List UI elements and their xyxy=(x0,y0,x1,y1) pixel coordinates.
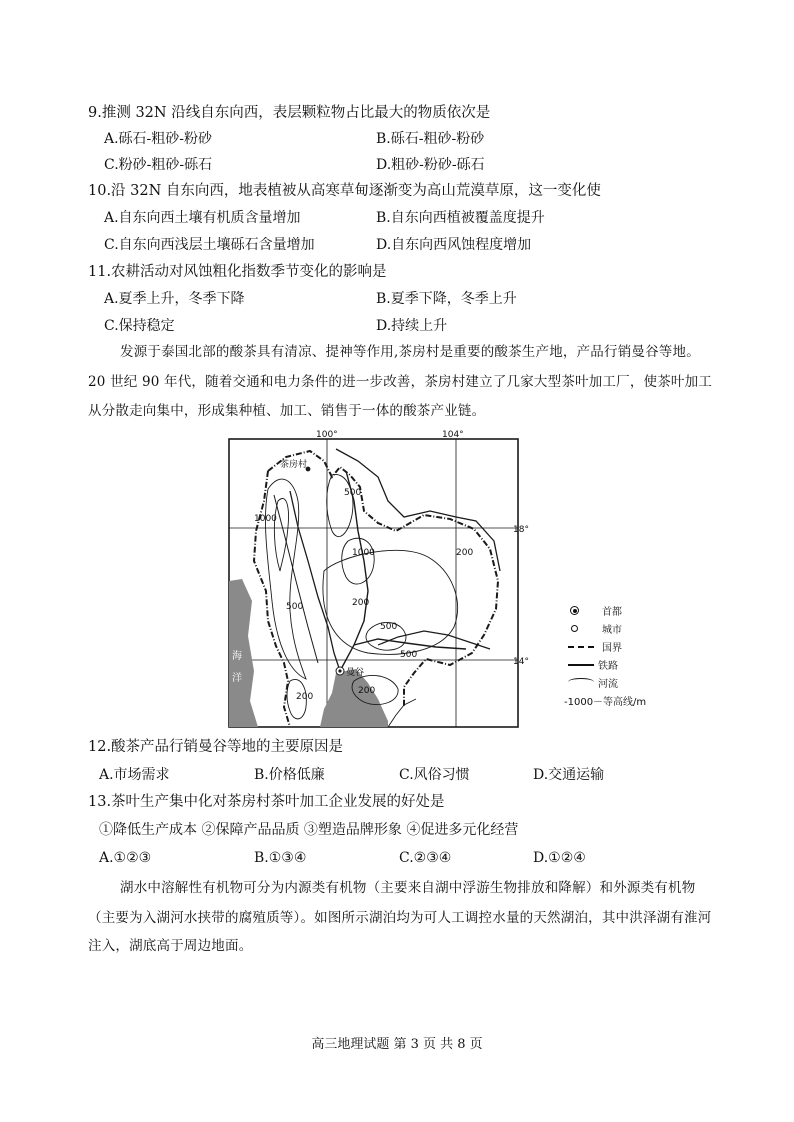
contour-label: 500 xyxy=(380,622,398,632)
passage2-line3: 注入，湖底高于周边地面。 xyxy=(88,938,253,954)
lon-label-100: 100° xyxy=(316,430,338,440)
q10-option-a: A.自东向西土壤有机质含量增加 xyxy=(104,210,301,226)
contour-label: 200 xyxy=(456,548,474,558)
page-footer: 高三地理试题 第 3 页 共 8 页 xyxy=(311,1037,483,1052)
q10-option-b: B.自东向西植被覆盖度提升 xyxy=(376,210,545,226)
q13-option-d: D.①②④ xyxy=(533,850,586,866)
q13-option-b: B.①③④ xyxy=(254,850,307,866)
contour-label: 500 xyxy=(286,602,304,612)
legend-capital-label: 首都 xyxy=(602,607,622,618)
legend-railway-label: 铁路 xyxy=(598,661,618,672)
q9-option-a: A.砾石-粗砂-粉砂 xyxy=(104,131,213,147)
q12-option-d: D.交通运输 xyxy=(533,767,605,783)
map-legend-box xyxy=(564,603,668,711)
legend-river-label: 河流 xyxy=(598,679,618,690)
contour-label: 200 xyxy=(296,692,314,702)
q12-option-a: A.市场需求 xyxy=(99,767,170,783)
legend-border-icon xyxy=(568,646,594,648)
contour-label: 1000 xyxy=(352,548,375,558)
legend-capital-dot xyxy=(573,609,577,613)
q12-option-c: C.风俗习惯 xyxy=(399,767,470,783)
contour-label: 1000 xyxy=(254,514,277,524)
q12-option-b: B.价格低廉 xyxy=(254,767,325,783)
q10-option-c: C.自东向西浅层土壤砾石含量增加 xyxy=(104,237,315,253)
q11-option-a: A.夏季上升，冬季下降 xyxy=(104,291,245,307)
capital-marker-dot xyxy=(338,669,341,672)
q11-stem: 11.农耕活动对风蚀粗化指数季节变化的影响是 xyxy=(88,264,387,280)
q10-option-d: D.自东向西风蚀程度增加 xyxy=(376,237,532,253)
legend-city-icon xyxy=(571,625,578,632)
sea-label-1: 海 xyxy=(232,651,242,662)
legend-contour-label: -1000－等高线/m xyxy=(564,697,647,708)
q9-option-d: D.粗砂-粉砂-砾石 xyxy=(376,157,485,173)
legend-river-icon xyxy=(568,678,594,686)
q9-stem: 9.推测 32N 沿线自东向西，表层颗粒物占比最大的物质依次是 xyxy=(88,105,491,121)
lon-label-104: 104° xyxy=(442,430,464,440)
passage1-line2: 20 世纪 90 年代，随着交通和电力条件的进一步改善，茶房村建立了几家大型茶叶加工厂，使茶叶加工 xyxy=(88,374,713,390)
q11-option-c: C.保持稳定 xyxy=(104,318,175,334)
q12-stem: 12.酸茶产品行销曼谷等地的主要原因是 xyxy=(88,739,344,755)
q13-option-c: C.②③④ xyxy=(399,850,452,866)
contour-label: 500 xyxy=(400,650,418,660)
lat-label-18: 18° xyxy=(513,525,529,535)
legend-railway-icon xyxy=(568,664,594,666)
q13-items: ①降低生产成本 ②保障产品品质 ③塑造品牌形象 ④促进多元化经营 xyxy=(99,822,519,838)
village-label: 茶房村 xyxy=(280,460,308,470)
legend-border-label: 国界 xyxy=(602,643,622,654)
map-frame xyxy=(229,439,518,727)
sea-label-2: 洋 xyxy=(232,673,242,684)
legend-city-label: 城市 xyxy=(602,625,622,636)
contour-label: 200 xyxy=(358,686,376,696)
q11-option-b: B.夏季下降，冬季上升 xyxy=(376,291,517,307)
lat-label-14: 14° xyxy=(513,657,529,667)
q13-option-a: A.①②③ xyxy=(99,850,152,866)
q11-option-d: D.持续上升 xyxy=(376,318,448,334)
contour-label: 500 xyxy=(344,488,362,498)
passage1-line1: 发源于泰国北部的酸茶具有清凉、提神等作用,茶房村是重要的酸茶生产地，产品行销曼谷等地。 xyxy=(120,344,700,360)
contour-label: 200 xyxy=(352,598,370,608)
capital-label: 曼谷 xyxy=(346,668,365,678)
passage2-line2: （主要为入湖河水挟带的腐殖质等）。如图所示湖泊均为可人工调控水量的天然湖泊，其中洪泽湖有淮河 xyxy=(88,910,712,926)
q9-option-c: C.粉砂-粗砂-砾石 xyxy=(104,157,213,173)
q10-stem: 10.沿 32N 自东向西，地表植被从高寒草甸逐渐变为高山荒漠草原，这一变化使 xyxy=(88,183,601,199)
q13-stem: 13.茶叶生产集中化对茶房村茶叶加工企业发展的好处是 xyxy=(88,794,445,810)
passage1-line3: 从分散走向集中，形成集种植、加工、销售于一体的酸茶产业链。 xyxy=(88,403,486,419)
passage2-line1: 湖水中溶解性有机物可分为内源类有机物（主要来自湖中浮游生物排放和降解）和外源类有机物 xyxy=(120,880,696,896)
thailand-map xyxy=(228,430,529,729)
q9-option-b: B.砾石-粗砂-粉砂 xyxy=(376,131,485,147)
